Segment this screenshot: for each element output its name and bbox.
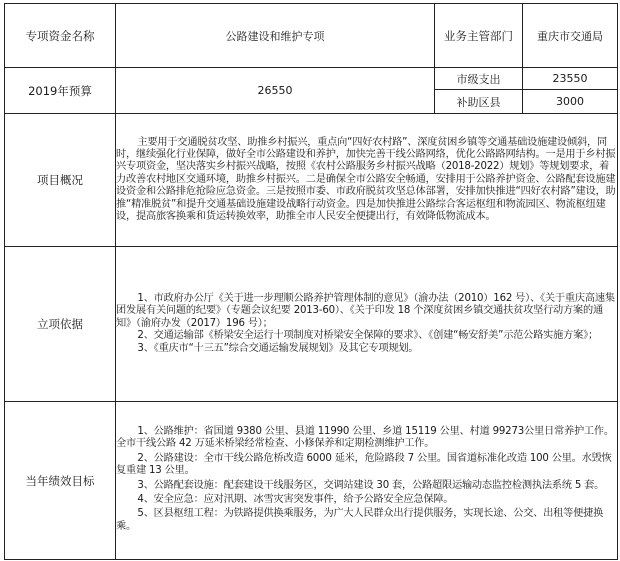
budget-total: 26550 (116, 68, 435, 114)
goals-label: 当年绩效目标 (5, 402, 116, 560)
fund-name-row (5, 4, 618, 68)
basis-label: 立项依据 (5, 247, 116, 402)
basis-row (5, 247, 618, 402)
dept-label: 业务主管部门 (435, 4, 523, 68)
goals-row (5, 402, 618, 560)
dept-value: 重庆市交通局 (523, 4, 618, 68)
city-spend-value: 23550 (523, 68, 618, 90)
basis-item: 2、交通运输部《桥梁安全运行十项制度对桥梁安全保障的要求》、《创建“畅安舒美”示范公路实施方案》； (137, 330, 598, 342)
city-spend-label: 市级支出 (435, 68, 523, 90)
budget-label: 2019年预算 (5, 68, 116, 114)
overview-cell (116, 114, 618, 247)
fund-name-value: 公路建设和维护专项 (116, 4, 435, 68)
budget-row-city (5, 68, 618, 90)
overview-label: 项目概况 (5, 114, 116, 247)
goal-item: 1、公路维护：省国道 9380 公里、县道 11990 公里、乡道 15119 公里、村道 99273公里日常养护工作。全市干线公路 42 万延米桥梁经常检查、小修保养和定期检测维护工作。 (116, 425, 614, 450)
basis-item: 3、《重庆市“十三五”综合交通运输发展规划》及其它专项规划。 (137, 342, 419, 354)
goal-item: 4、安全应急：应对汛期、冰雪灾害突发事件，给予公路安全应急保障。 (137, 493, 454, 505)
goal-item: 5、区县枢纽工程：为铁路提供换乘服务，为广大人民群众出行提供服务，实现长途、公交、出租等便捷换乘。 (116, 508, 604, 532)
district-subsidy-value: 3000 (523, 90, 618, 114)
basis-cell (116, 247, 618, 402)
overview-text: 主要用于交通脱贫攻坚、助推乡村振兴，重点向“四好农村路”、深度贫困乡镇等交通基础设施建设倾斜，同时，继续强化行业保障，做好全市公路建设和养护，加快完善干线公路网络，优化公路路网结构。一是用于乡村振兴专项资金，坚决落实乡村振兴战略，按照《农村公路服务乡村振兴战略（2018-2022）规划》等规划要求，着力改善农村地区交通环境，助推乡村振兴。二是确保全市公路安全畅通，安排用于公路养护资金、公路配套设施建设资金和公路排危抢险应急资金。三是按照市委、市政府脱贫攻坚总体部署，安排加快推进“四好农村路”建设，助推“精准脱贫”和提升交通基础设施建设战略行动资金。四是加快推进公路综合客运枢纽和物流园区、物流枢纽建设，提高旅客换乘和货运转换效率，助推全市人民安全便捷出行，有效降低物流成本。 (116, 136, 616, 223)
overview-row (5, 114, 618, 247)
district-subsidy-label: 补助区县 (435, 90, 523, 114)
goal-item: 2、公路建设：全市干线公路危桥改造 6000 延米，危险路段 7 公里。国省道标准化改造 100 公里。水毁恢复重建 13 公里。 (116, 452, 612, 477)
fund-table (4, 3, 618, 560)
fund-name-label: 专项资金名称 (5, 4, 116, 68)
basis-item: 1、市政府办公厅《关于进一步理顺公路养护管理体制的意见》（渝办法（2010）162 号）、《关于重庆高速集团发展有关问题的纪要》（专题会议纪要 2013-60）、《关于印发 18 个深度贫困乡镇交通扶贫攻坚行动方案的通知》（渝府办发（2017）196 号）； (116, 292, 615, 329)
goals-cell (116, 402, 618, 560)
goal-item: 3、公路配套设施：配套建设干线服务区，交调站建设 30 套，公路超限运输动态监控检测执法系统 5 套。 (137, 479, 605, 491)
